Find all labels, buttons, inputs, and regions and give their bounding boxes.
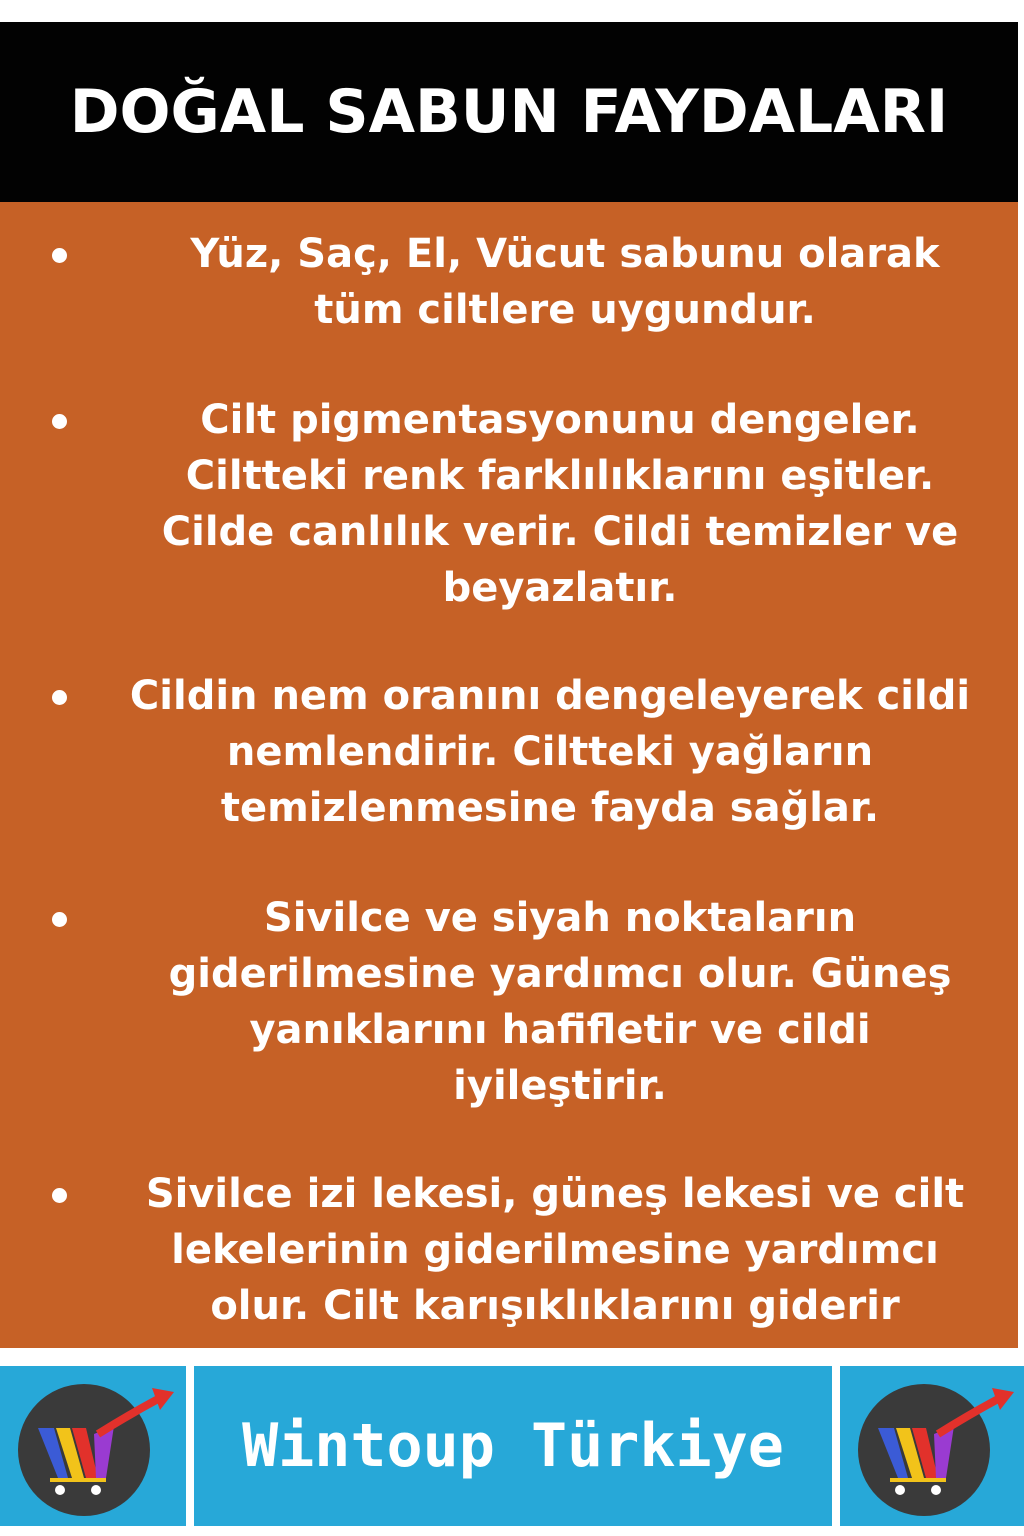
benefit-line: yanıklarını hafifletir ve cildi [249, 1007, 871, 1053]
benefit-line: olur. Cilt karışıklıklarını giderir [210, 1283, 900, 1329]
benefit-line: Cildin nem oranını dengeleyerek cildi [129, 673, 971, 719]
title-banner [0, 22, 1018, 202]
brand-banner [194, 1366, 832, 1526]
benefit-line: Yüz, Saç, El, Vücut sabunu olarak [190, 231, 940, 277]
benefit-line: temizlenmesine fayda sağlar. [220, 785, 880, 831]
wintoup-cart-logo-icon [850, 1374, 1016, 1518]
wintoup-cart-logo-icon [10, 1374, 176, 1518]
logo-tile-left [0, 1366, 186, 1526]
benefit-line: Sivilce izi lekesi, güneş lekesi ve cilt [145, 1171, 965, 1217]
bullet-icon [52, 1188, 67, 1203]
benefit-line: iyileştirir. [453, 1063, 667, 1109]
benefit-line: Ciltteki renk farklılıklarını eşitler. [185, 453, 935, 499]
bullet-icon [52, 690, 67, 705]
page-title: DOĞAL SABUN FAYDALARI [69, 77, 949, 147]
benefits-panel [0, 202, 1018, 1348]
bullet-icon [52, 912, 67, 927]
benefit-line: Sivilce ve siyah noktaların [263, 895, 857, 941]
benefit-line: beyazlatır. [442, 565, 678, 611]
brand-name: Wintoup Türkiye [242, 1411, 784, 1481]
benefit-line: lekelerinin giderilmesine yardımcı [171, 1227, 939, 1273]
benefit-line: nemlendirir. Ciltteki yağların [226, 729, 874, 775]
benefit-line: tüm ciltlere uygundur. [314, 287, 816, 333]
bullet-icon [52, 414, 67, 429]
brand-footer [0, 1366, 1024, 1526]
benefit-line: Cilde canlılık verir. Cildi temizler ve [161, 509, 959, 555]
bullet-icon [52, 248, 67, 263]
benefit-line: giderilmesine yardımcı olur. Güneş [168, 951, 952, 997]
logo-tile-right [840, 1366, 1024, 1526]
benefit-line: Cilt pigmentasyonunu dengeler. [200, 397, 920, 443]
